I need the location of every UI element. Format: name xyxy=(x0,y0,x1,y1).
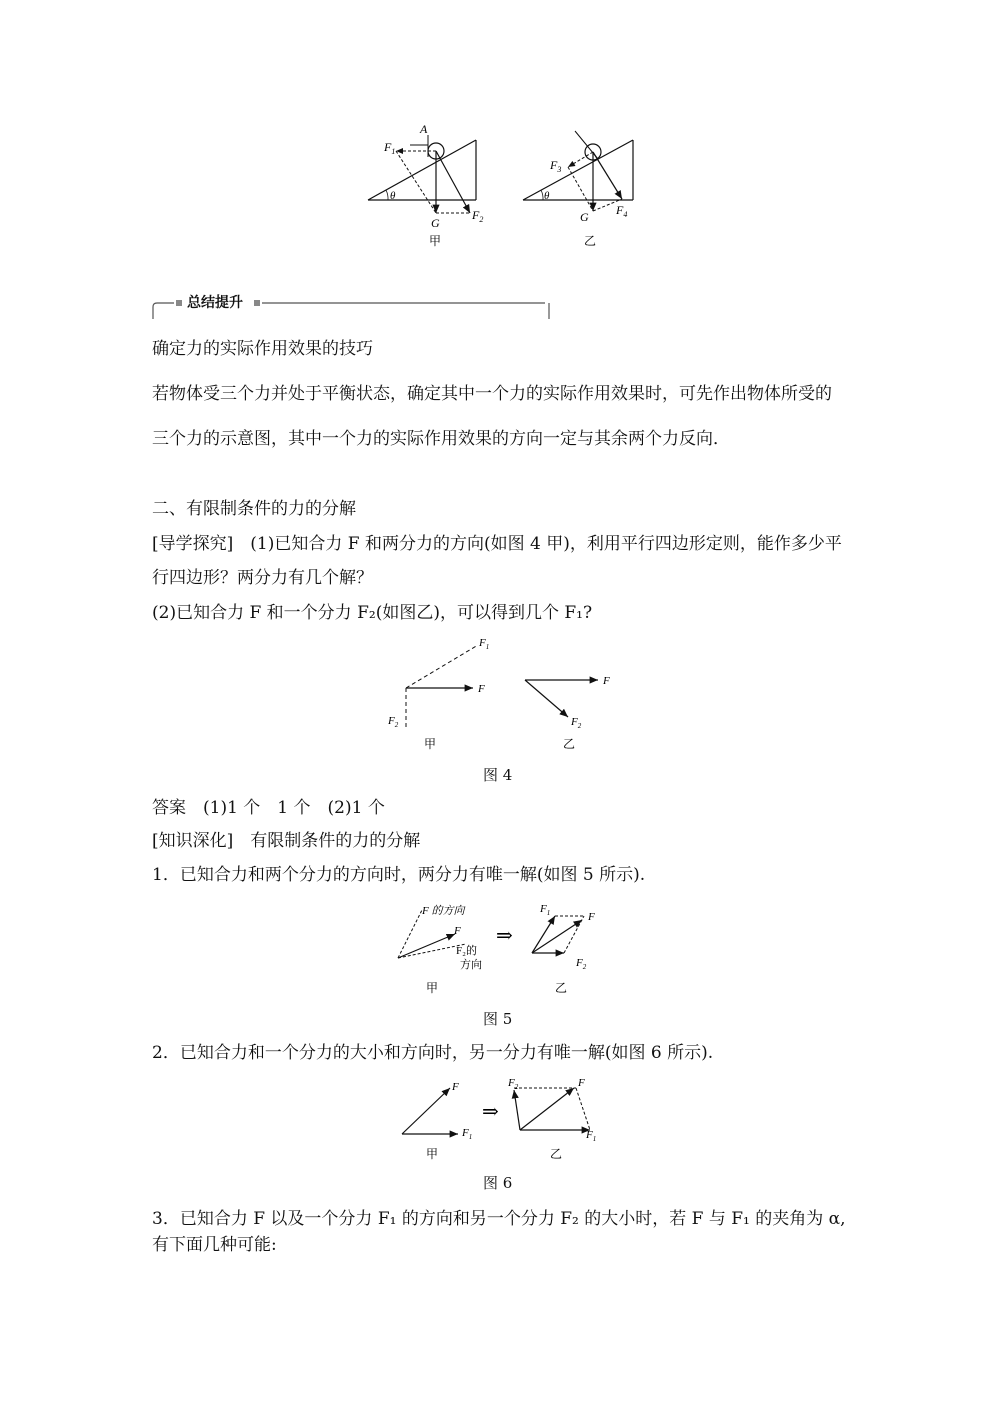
guide-tag: [导学探究] xyxy=(152,534,234,554)
fig4-label-F: F xyxy=(478,683,485,695)
knowledge-item-1: 1．已知合力和两个分力的方向时，两分力有唯一解(如图 5 所示). xyxy=(152,865,646,885)
knowledge-tag: [知识深化] xyxy=(152,831,234,851)
fig5-label-F1: $F_1$ xyxy=(540,903,551,917)
fig4-label-F2-right: $F_2$ xyxy=(571,716,582,730)
fig6-label-F2: $F_2$ xyxy=(508,1077,519,1091)
fig4-caption-jia: 甲 xyxy=(424,737,437,751)
label-F4: $F_4$ xyxy=(616,203,628,219)
fig4-left xyxy=(387,637,489,751)
guide-question-1a xyxy=(152,533,842,555)
figure-5 xyxy=(390,898,630,998)
incline-left xyxy=(368,122,483,248)
label-A: A xyxy=(420,122,428,136)
label-F1: $F_1$ xyxy=(384,140,396,156)
label-F2: $F_2$ xyxy=(472,208,484,224)
guide-question-2: (2)已知合力 F 和一个分力 F₂(如图乙)，可以得到几个 F₁? xyxy=(152,603,593,623)
figure-6 xyxy=(390,1072,620,1164)
knowledge-item-3a: 3．已知合力 F 以及一个分力 F₁ 的方向和另一个分力 F₂ 的大小时，若 F 与 F₁ 的夹角为 α, xyxy=(152,1209,846,1229)
summary-box-frame xyxy=(152,295,550,320)
incline-right xyxy=(523,131,633,248)
guide-q1a-text: (1)已知合力 F 和两分力的方向(如图 4 甲)，利用平行四边形定则，能作多少平 xyxy=(250,534,842,554)
fig5-caption-yi: 乙 xyxy=(555,981,568,995)
label-F3: $F_3$ xyxy=(550,158,562,174)
fig6-left xyxy=(402,1081,472,1161)
fig5-label-F-dir: F 的方向 xyxy=(422,905,465,917)
answer-tag: 答案 xyxy=(152,798,186,818)
fig5-caption-jia: 甲 xyxy=(426,981,439,995)
fig5-label-F2-dir-b: 方向 xyxy=(460,959,482,971)
fig4-caption-yi: 乙 xyxy=(563,737,576,751)
figure-4-caption: 图 4 xyxy=(483,766,513,784)
label-G-left: G xyxy=(431,216,440,230)
fig4-label-F-right: F xyxy=(603,675,610,687)
figure-4 xyxy=(380,632,640,757)
figure-6-caption: 图 6 xyxy=(483,1174,513,1192)
fig5-label-F-right: F xyxy=(588,911,595,923)
label-theta-left: θ xyxy=(390,190,396,202)
knowledge-item-2: 2．已知合力和一个分力的大小和方向时，另一分力有唯一解(如图 6 所示). xyxy=(152,1043,714,1063)
fig4-label-F2-left: $F_2$ xyxy=(388,715,399,729)
fig4-right xyxy=(525,675,610,751)
guide-question-1b: 行四边形？两分力有几个解？ xyxy=(152,568,373,588)
label-G-right: G xyxy=(580,210,589,224)
answer-text: (1)1 个 1 个 (2)1 个 xyxy=(203,798,385,818)
fig6-label-F-right: F xyxy=(578,1077,585,1089)
summary-title: 确定力的实际作用效果的技巧 xyxy=(152,339,373,359)
fig6-label-F1-right: $F_1$ xyxy=(586,1129,597,1143)
caption-jia-top: 甲 xyxy=(429,234,442,248)
fig6-label-F1-left: $F_1$ xyxy=(462,1127,473,1141)
caption-yi-top: 乙 xyxy=(584,234,597,248)
fig6-right xyxy=(507,1077,596,1161)
answer-line xyxy=(152,797,385,819)
fig5-label-F2: $F_2$ xyxy=(576,957,587,971)
fig5-label-F2-dir-a: F₂的 xyxy=(456,945,477,957)
incline-figure xyxy=(360,115,650,255)
section-heading: 二、有限制条件的力的分解 xyxy=(152,499,356,519)
fig4-label-F1: $F_1$ xyxy=(479,637,490,651)
fig6-caption-yi: 乙 xyxy=(550,1147,563,1161)
fig6-label-F: F xyxy=(452,1081,459,1093)
fig5-implies-arrow: ⇒ xyxy=(496,925,513,947)
fig5-left xyxy=(398,904,482,995)
knowledge-item-3b: 有下面几种可能: xyxy=(152,1235,277,1255)
summary-line-2: 三个力的示意图，其中一个力的实际作用效果的方向一定与其余两个力反向． xyxy=(152,429,730,449)
fig5-right xyxy=(532,903,595,995)
fig6-caption-jia: 甲 xyxy=(426,1147,439,1161)
knowledge-title: 有限制条件的力的分解 xyxy=(250,831,421,851)
knowledge-line xyxy=(152,830,420,852)
label-theta-right: θ xyxy=(544,190,550,202)
summary-line-1: 若物体受三个力并处于平衡状态，确定其中一个力的实际作用效果时，可先作出物体所受的 xyxy=(152,384,832,404)
fig6-implies-arrow: ⇒ xyxy=(482,1101,499,1123)
summary-tag: 总结提升 xyxy=(187,295,243,311)
figure-5-caption: 图 5 xyxy=(483,1010,513,1028)
fig5-label-F: F xyxy=(454,925,461,937)
